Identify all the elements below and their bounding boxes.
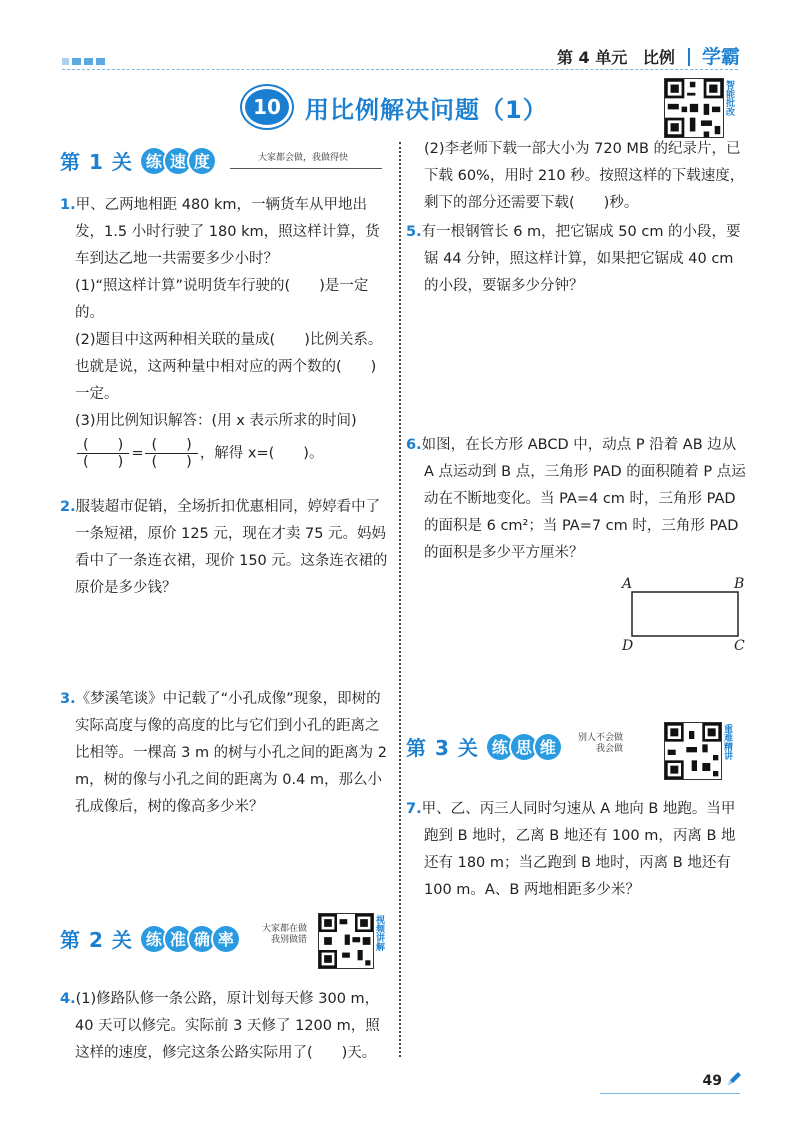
question-text: 《梦溪笔谈》中记载了“小孔成像”现象，即树的实际高度与像的高度的比与它们到小孔的距离之比相等。一棵高 3 m 的树与小孔之间的距离为 2 m，树的像与小孔之间的距离为 0.4 m，那么小孔成像后，树的像高多少米？ xyxy=(75,691,388,815)
question-text: (1)修路队修一条公路，原计划每天修 300 m，40 天可以修完。实际前 3 天修了 1200 m，照这样的速度，修完这条公路实际用了( )天。 xyxy=(75,991,380,1061)
section-1-title xyxy=(141,148,213,174)
topic-label: 比例 xyxy=(642,48,675,67)
proportion-equation: $\frac{( )}{( )}$ = $\frac{( )}{( )}$ ，解得 x=( )。 xyxy=(60,437,390,470)
section-2-char: 确 xyxy=(189,926,215,952)
question-1-part-3: (3)用比例知识解答：(用 x 表示所求的时间) xyxy=(75,413,357,429)
section-2-heading xyxy=(60,924,237,953)
question-number: 4. xyxy=(60,991,76,1007)
qr-label-explain: 重难精讲 xyxy=(722,724,732,760)
question-text: 服装超市促销，全场折扣优惠相同，婷婷看中了一条短裙，原价 125 元，现在才卖 75 元。妈妈看中了一条连衣裙，现价 150 元。这条连衣裙的原价是多少钱？ xyxy=(75,499,388,596)
label-b: B xyxy=(734,576,745,592)
section-3-title xyxy=(487,734,559,760)
qr-code-icon xyxy=(665,723,721,779)
footer-line xyxy=(600,1093,740,1094)
unit-label: 第 4 单元 xyxy=(556,48,628,67)
answer-blank[interactable]: ( ) xyxy=(151,454,192,470)
section-3-char: 练 xyxy=(487,734,513,760)
section-3-char: 维 xyxy=(535,734,561,760)
section-3-char: 思 xyxy=(511,734,537,760)
section-3-slogan-line: 我会做 xyxy=(596,744,624,754)
question-6 xyxy=(406,432,746,567)
label-c: C xyxy=(734,638,745,654)
pencil-icon xyxy=(726,1071,742,1087)
question-number: 7. xyxy=(406,801,422,817)
qr-code-explain[interactable] xyxy=(664,722,722,780)
label-a: A xyxy=(622,576,633,592)
question-4-part-2-text: (2)李老师下载一部大小为 720 MB 的纪录片，已下载 60%，用时 210 秒。按照这样的下载速度，剩下的部分还需要下载( )秒。 xyxy=(424,141,745,211)
question-1 xyxy=(60,192,390,470)
lesson-title-text: 用比例解决问题（1） xyxy=(305,95,548,124)
section-2-title xyxy=(141,926,237,952)
section-1-char: 速 xyxy=(165,148,191,174)
section-2-char: 率 xyxy=(213,926,239,952)
section-2-char: 准 xyxy=(165,926,191,952)
section-2-slogan-line: 大家都在做 xyxy=(262,924,308,934)
question-number: 3. xyxy=(60,691,76,707)
brand-logo: 学霸 xyxy=(701,46,740,68)
answer-blank[interactable]: ( ) xyxy=(145,437,197,454)
section-3-level: 第 3 关 xyxy=(406,736,479,760)
question-1-part-1: (1)“照这样计算”说明货车行驶的( )是一定的。 xyxy=(75,278,369,321)
equation-tail: ，解得 x=( )。 xyxy=(199,445,324,462)
qr-code-icon xyxy=(319,914,373,968)
question-text: 甲、乙、丙三人同时匀速从 A 地向 B 地跑。当甲跑到 B 地时，乙离 B 地还有 100 m，丙离 B 地还有 180 m；当乙跑到 B 地时，丙离 B 地还有 100 m。A、B 两地相距多少米？ xyxy=(421,801,736,898)
column-divider xyxy=(399,142,401,1057)
answer-blank[interactable]: ( ) xyxy=(77,437,129,454)
header-right xyxy=(557,42,740,69)
section-3-slogan-line: 别人不会做 xyxy=(578,733,624,743)
qr-code-video[interactable] xyxy=(318,913,374,969)
question-number: 2. xyxy=(60,499,76,515)
question-text: 甲、乙两地相距 480 km，一辆货车从甲地出发，1.5 小时行驶了 180 km，照这样计算，货车到达乙地一共需要多少小时？ xyxy=(75,197,380,267)
answer-blank[interactable]: ( ) xyxy=(83,454,124,470)
question-number: 1. xyxy=(60,197,76,213)
section-1-slogan: 大家都会做，我做得快 xyxy=(258,153,349,163)
rectangle-abcd xyxy=(632,592,738,636)
section-3-heading xyxy=(406,732,559,761)
header-decoration xyxy=(62,50,114,57)
question-1-part-2: (2)题目中这两种相关联的量成( )比例关系。也就是说，这两种量中相对应的两个数的( )一定。 xyxy=(75,332,383,402)
question-text: 如图，在长方形 ABCD 中，动点 P 沿着 AB 边从 A 点运动到 B 点，三角形 PAD 的面积随着 P 点运动在不断地变化。当 PA=4 cm 时，三角形 PAD 的面积是 6 cm²；当 PA=7 cm 时，三角形 PAD 的面积是多少平方厘米？ xyxy=(421,437,746,561)
section-1-char: 练 xyxy=(141,148,167,174)
question-number: 6. xyxy=(406,437,422,453)
fraction-right xyxy=(145,437,197,470)
qr-code-grading[interactable] xyxy=(664,78,724,138)
question-4 xyxy=(60,986,390,1067)
section-2-char: 练 xyxy=(141,926,167,952)
question-text: 有一根钢管长 6 m，把它锯成 50 cm 的小段，要锯 44 分钟，照这样计算，如果把它锯成 40 cm 的小段，要锯多少分钟？ xyxy=(421,224,741,294)
section-2-slogan-line: 我别做错 xyxy=(271,935,308,945)
question-3 xyxy=(60,686,390,821)
question-number: 5. xyxy=(406,224,422,240)
question-5 xyxy=(406,219,746,300)
section-2-slogan xyxy=(262,924,307,946)
lesson-title xyxy=(245,87,548,127)
lesson-number: 10 xyxy=(245,89,289,125)
question-7 xyxy=(406,796,746,904)
qr-label-video: 视频讲解 xyxy=(374,915,384,951)
section-1-heading xyxy=(60,146,213,175)
question-4-part-2 xyxy=(424,136,746,217)
header-divider xyxy=(62,69,738,70)
section-3-slogan xyxy=(578,733,623,755)
qr-code-icon xyxy=(665,79,723,137)
section-1-level: 第 1 关 xyxy=(60,150,133,174)
fraction-left xyxy=(77,437,129,470)
section-2-level: 第 2 关 xyxy=(60,928,133,952)
qr-label-grading: 智能批改 xyxy=(724,80,734,116)
label-d: D xyxy=(622,638,634,654)
header-separator xyxy=(688,48,690,66)
question-2 xyxy=(60,494,390,602)
rectangle-abcd-figure xyxy=(620,574,750,654)
section-1-underline xyxy=(230,168,382,169)
section-1-char: 度 xyxy=(189,148,215,174)
page-number: 49 xyxy=(702,1073,722,1089)
